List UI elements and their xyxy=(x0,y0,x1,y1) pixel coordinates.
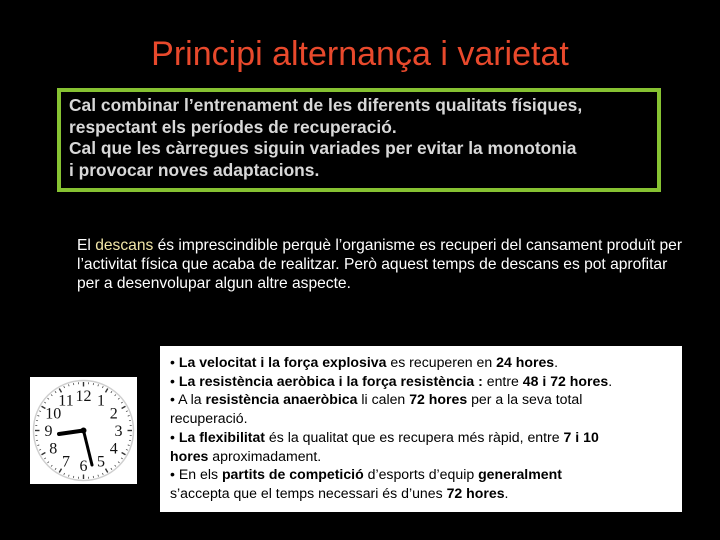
slide-title: Principi alternança i varietat xyxy=(151,35,569,73)
list-strong: resistència anaeròbica xyxy=(205,391,358,408)
list-strong: 24 hores xyxy=(496,354,555,370)
list-strong: 48 i 72 hores xyxy=(522,372,609,389)
bullet: • xyxy=(170,428,179,445)
clock-numeral: 8 xyxy=(49,440,58,458)
clock-numeral: 2 xyxy=(109,405,118,423)
clock-icon xyxy=(30,377,137,484)
principle-line: Cal que les càrregues siguin variades per evitar la monotonia xyxy=(69,138,577,158)
list-strong: hores xyxy=(170,447,209,464)
list-item-continuation xyxy=(170,484,672,503)
principle-line: i provocar noves adaptacions. xyxy=(69,159,320,180)
clock-numeral: 11 xyxy=(58,392,74,410)
clock-numeral: 3 xyxy=(114,423,123,440)
list-text: . xyxy=(504,484,509,501)
list-text: . xyxy=(554,354,559,370)
list-item xyxy=(170,353,672,372)
rest-text: El xyxy=(77,237,96,254)
clock-numeral: 9 xyxy=(44,423,53,440)
principle-line: Cal combinar l’entrenament de les diferents qualitats físiques, xyxy=(69,95,583,115)
list-strong: 72 hores xyxy=(409,391,468,408)
list-item-continuation: recuperació. xyxy=(170,410,248,427)
list-strong: 72 hores xyxy=(446,484,505,501)
list-text: és la qualitat que es recupera més ràpid, entre xyxy=(265,428,564,445)
principle-box xyxy=(57,88,661,192)
list-strong: partits de competició xyxy=(221,466,364,483)
recovery-list xyxy=(160,346,682,512)
list-text: li calen xyxy=(357,391,410,408)
list-text: entre xyxy=(482,372,523,389)
clock-numeral: 6 xyxy=(79,458,88,475)
rest-text: és imprescindible perquè l’organisme es recuperi del cansament produït per l’activitat física que acaba de realitzar. Però aquest temps de descans es pot aprofitar per a desenvolupar algun altre aspecte. xyxy=(77,237,683,292)
clock-numeral: 7 xyxy=(62,453,70,471)
principle-line: respectant els períodes de recuperació. xyxy=(69,116,397,137)
list-strong: 7 i 10 xyxy=(563,428,599,445)
bullet: • A la xyxy=(170,391,206,408)
bullet: • En els xyxy=(170,466,222,483)
list-text: es recuperen en xyxy=(386,354,497,370)
clock-numeral: 5 xyxy=(97,453,105,471)
clock-numeral: 4 xyxy=(109,440,118,458)
list-item xyxy=(170,428,672,447)
clock-face xyxy=(30,377,137,484)
clock-numeral: 10 xyxy=(45,405,62,423)
list-item xyxy=(170,372,672,391)
list-text: aproximadament. xyxy=(208,447,322,464)
bullet: • xyxy=(170,372,179,389)
list-text: d’esports d’equip xyxy=(363,466,479,483)
list-strong: La flexibilitat xyxy=(178,428,266,445)
clock-center xyxy=(81,428,87,434)
clock-numeral: 1 xyxy=(97,392,105,410)
list-strong: La resistència aeròbica i la força resistència : xyxy=(178,372,483,389)
clock-numeral: 12 xyxy=(75,388,92,405)
list-item xyxy=(170,390,672,409)
list-strong: La velocitat i la força explosiva xyxy=(178,354,387,370)
rest-keyword: descans xyxy=(95,237,154,254)
list-text: . xyxy=(608,372,613,389)
bullet: • xyxy=(170,354,179,370)
list-item xyxy=(170,465,672,484)
list-text: per a la seva total xyxy=(467,391,583,408)
list-item-continuation xyxy=(170,447,672,466)
rest-paragraph xyxy=(77,236,687,293)
list-text: s’accepta que el temps necessari és d’unes xyxy=(170,484,447,501)
list-strong: generalment xyxy=(478,466,562,483)
